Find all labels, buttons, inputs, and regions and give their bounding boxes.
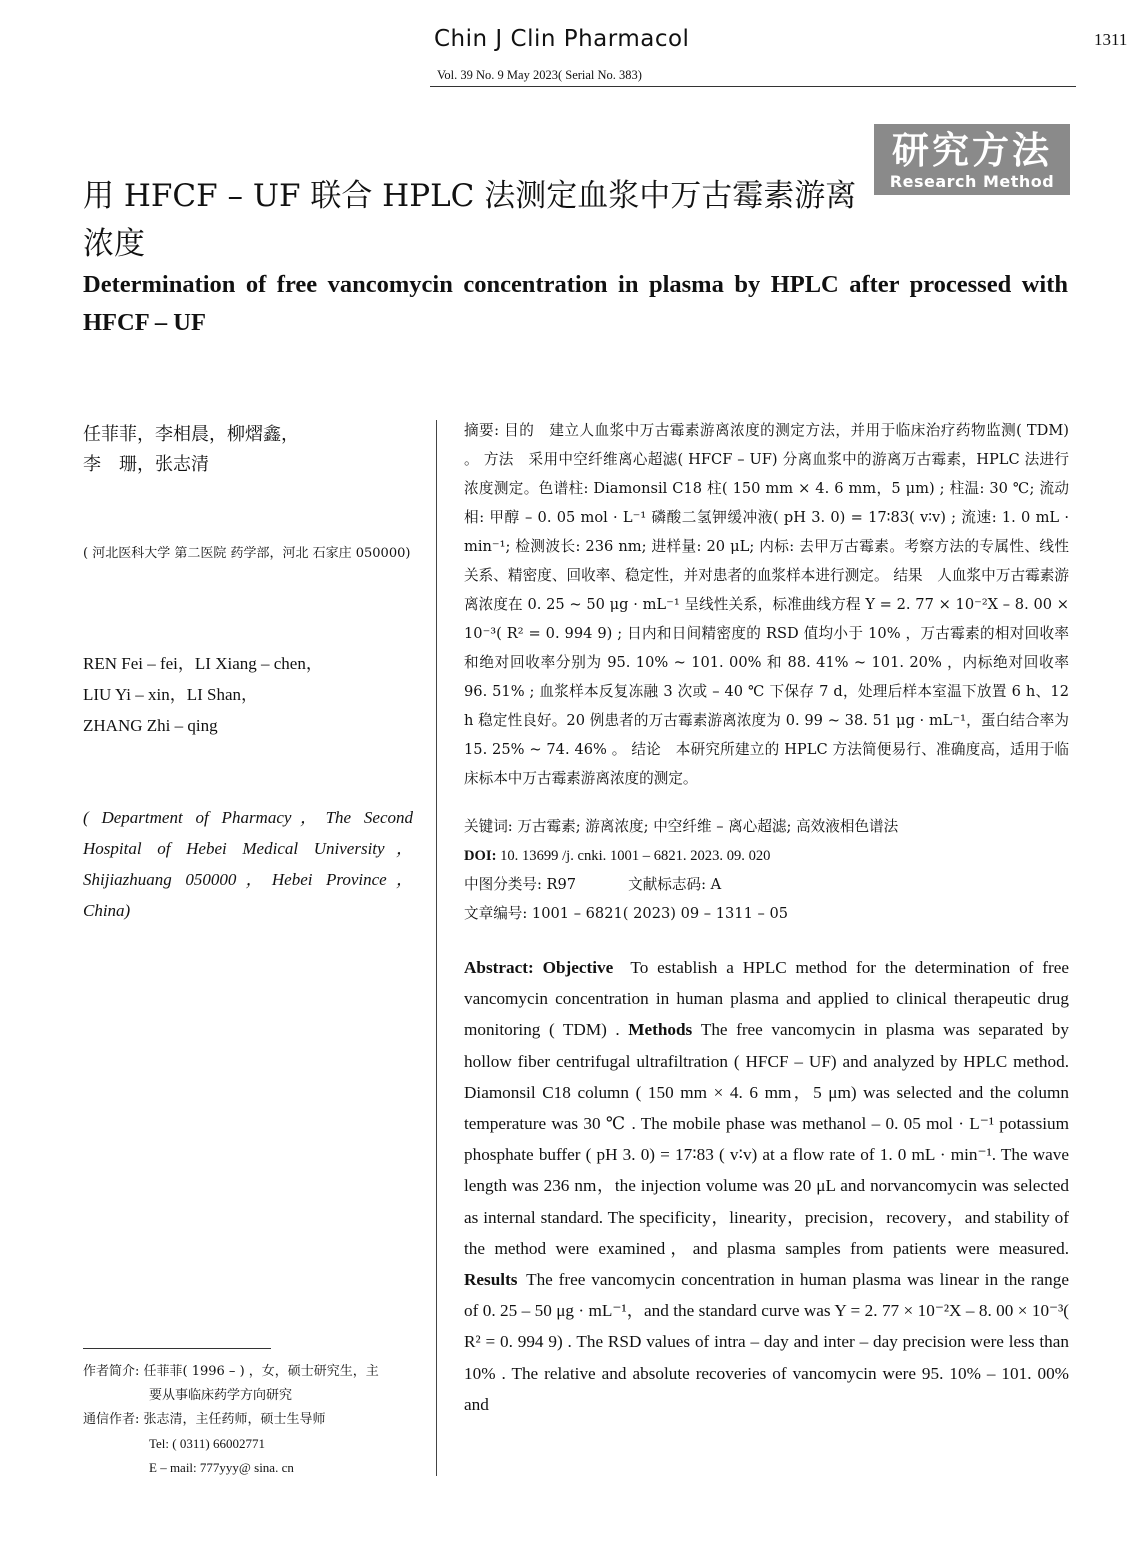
author-intro-continued: 要从事临床药学方向研究 <box>149 1388 293 1403</box>
methods-text: 采用中空纤维离心超滤( HFCF – UF) 分离血浆中的游离万古霉素，HPLC 法进行浓度测定。色谱柱: Diamonsil C18 柱( 150 mm × 4. 6 mm，5 μm) ; 柱温: 30 ℃; 流动相: 甲醇 – 0. 05 mol · L⁻¹ 磷酸二氢钾缓冲液( pH 3. 0) = 17∶83( v∶v) ; 流速: 1. 0 mL · min⁻¹; 检测波长: 236 nm; 进样量: 20 μL; 内标: 去甲万古霉素。考察方法的专属性、线性关系、精密度、回收率、稳定性，并对患者的血浆样本进行测定。 <box>464 451 1069 584</box>
abstract-english <box>464 952 1069 1420</box>
conclusion-label: 结论 <box>631 741 661 758</box>
authors-english <box>83 648 413 741</box>
abstract-en-label: Abstract: <box>464 958 534 977</box>
objective-label: 目的 <box>504 422 535 439</box>
authors-english-line: LIU Yi – xin，LI Shan， <box>83 685 259 704</box>
doi-line <box>464 841 1069 871</box>
affiliation-chinese: ( 河北医科大学 第二医院 药学部，河北 石家庄 050000) <box>83 546 411 561</box>
section-badge <box>874 124 1070 195</box>
authors-english-line: ZHANG Zhi – qing <box>83 716 218 735</box>
methods-en-label: Methods <box>628 1020 693 1040</box>
keywords-label: 关键词: <box>464 818 513 835</box>
doi-text: 10. 13699 /j. cnki. 1001 – 6821. 2023. 09. 020 <box>496 848 771 864</box>
affiliation-english: ( Department of Pharmacy，The Second Hospital of Hebei Medical University，Shijiazhuang 050000，Hebei Province，China) <box>83 808 413 920</box>
authors-english-line: REN Fei – fei，LI Xiang – chen， <box>83 654 323 673</box>
header-rule <box>430 86 1076 87</box>
objective-en-label: Objective <box>542 958 614 977</box>
authors-chinese-line: 任菲菲，李相晨，柳熠鑫， <box>83 424 299 445</box>
volume-line: Vol. 39 No. 9 May 2023( Serial No. 383) <box>437 68 642 82</box>
objective-text: 建立人血浆中万古霉素游离浓度的测定方法，并用于临床治疗药物监测( TDM) 。 <box>464 422 1069 468</box>
conclusion-text: 本研究所建立的 HPLC 方法简便易行、准确度高，适用于临床标本中万古霉素游离浓度的测定。 <box>464 741 1069 787</box>
page-number: 1311 <box>1094 30 1128 49</box>
author-intro: 作者简介: 任菲菲( 1996 – ) ，女，硕士研究生，主 <box>83 1364 379 1379</box>
title-chinese: 用 HFCF – UF 联合 HPLC 法测定血浆中万古霉素游离浓度 <box>83 178 857 262</box>
telephone: Tel: ( 0311) 66002771 <box>149 1436 265 1451</box>
results-label: 结果 <box>893 567 923 584</box>
email: E – mail: 777yyy@ sina. cn <box>149 1460 294 1475</box>
column-divider <box>436 420 437 1476</box>
methods-en-text: The free vancomycin in plasma was separated by hollow fiber centrifugal ultrafiltration ( HFCF – UF) and analyzed by HPLC method. Diamonsil C18 column ( 150 mm × 4. 6 mm，5 μm) was selected and the column temperature was 30 ℃ . The mobile phase was methanol – 0. 05 mol · L⁻¹ potassium phosphate buffer ( pH 3. 0) = 17∶83 ( v∶v) at a flow rate of 1. 0 mL · min⁻¹. The wave length was 236 nm，the injection volume was 20 μL and norvancomycin was selected as internal standard. The specificity，linearity，precision，recovery，and stability of the method were examined，and plasma samples from patients were measured. <box>464 1020 1069 1258</box>
doi-label: DOI: <box>464 848 497 864</box>
classification-line <box>464 870 1069 899</box>
objective-en-text: To establish a HPLC method for the determination of free vancomycin concentration in human plasma and applied to clinical therapeutic drug monitoring ( TDM) . <box>464 958 1070 1040</box>
authors-chinese <box>83 420 413 480</box>
journal-name: Chin J Clin Pharmacol <box>434 26 690 52</box>
abstract-label: 摘要: <box>464 422 500 439</box>
footnote-rule <box>83 1348 271 1349</box>
results-en-text: The free vancomycin concentration in human plasma was linear in the range of 0. 25 – 50 μg · mL⁻¹，and the standard curve was Y = 2. 77 × 10⁻²X – 8. 00 × 10⁻³( R² = 0. 994 9) . The RSD values of intra – day and inter – day precision were less than 10% . The relative and absolute recoveries of vancomycin were 95. 10% – 101. 00% and <box>464 1270 1069 1414</box>
keywords-text: 万古霉素; 游离浓度; 中空纤维 – 离心超滤; 高效液相色谱法 <box>512 818 899 835</box>
footnote <box>83 1360 413 1480</box>
methods-label: 方法 <box>483 451 514 468</box>
title-english: Determination of free vancomycin concentration in plasma by HPLC after processed with HFCF – UF <box>83 271 1068 336</box>
abstract-chinese <box>464 416 1069 793</box>
authors-chinese-line: 李 珊，张志清 <box>83 454 209 475</box>
keywords <box>464 812 1069 841</box>
corresponding-author: 通信作者: 张志清，主任药师，硕士生导师 <box>83 1412 326 1427</box>
results-en-label: Results <box>464 1270 518 1290</box>
document-code: 文献标志码: A <box>628 876 722 893</box>
badge-english: Research Method <box>889 172 1055 191</box>
badge-chinese: 研究方法 <box>892 128 1052 172</box>
results-text: 人血浆中万古霉素游离浓度在 0. 25 ~ 50 μg · mL⁻¹ 呈线性关系，标准曲线方程 Y = 2. 77 × 10⁻²X – 8. 00 × 10⁻³( R² = 0. 994 9) ; 日内和日间精密度的 RSD 值均小于 10% ，万古霉素的相对回收率和绝对回收率分别为 95. 10% ~ 101. 00% 和 88. 41% ~ 101. 20% ，内标绝对回收率 96. 51% ; 血浆样本反复冻融 3 次或 – 40 ℃ 下保存 7 d，处理后样本室温下放置 6 h、12 h 稳定性良好。20 例患者的万古霉素游离浓度为 0. 99 ~ 38. 51 μg · mL⁻¹，蛋白结合率为 15. 25% ~ 74. 46% 。 <box>464 567 1069 758</box>
article-id: 文章编号: 1001 – 6821( 2023) 09 – 1311 – 05 <box>464 905 789 922</box>
clc-number: 中图分类号: R97 <box>464 876 577 893</box>
